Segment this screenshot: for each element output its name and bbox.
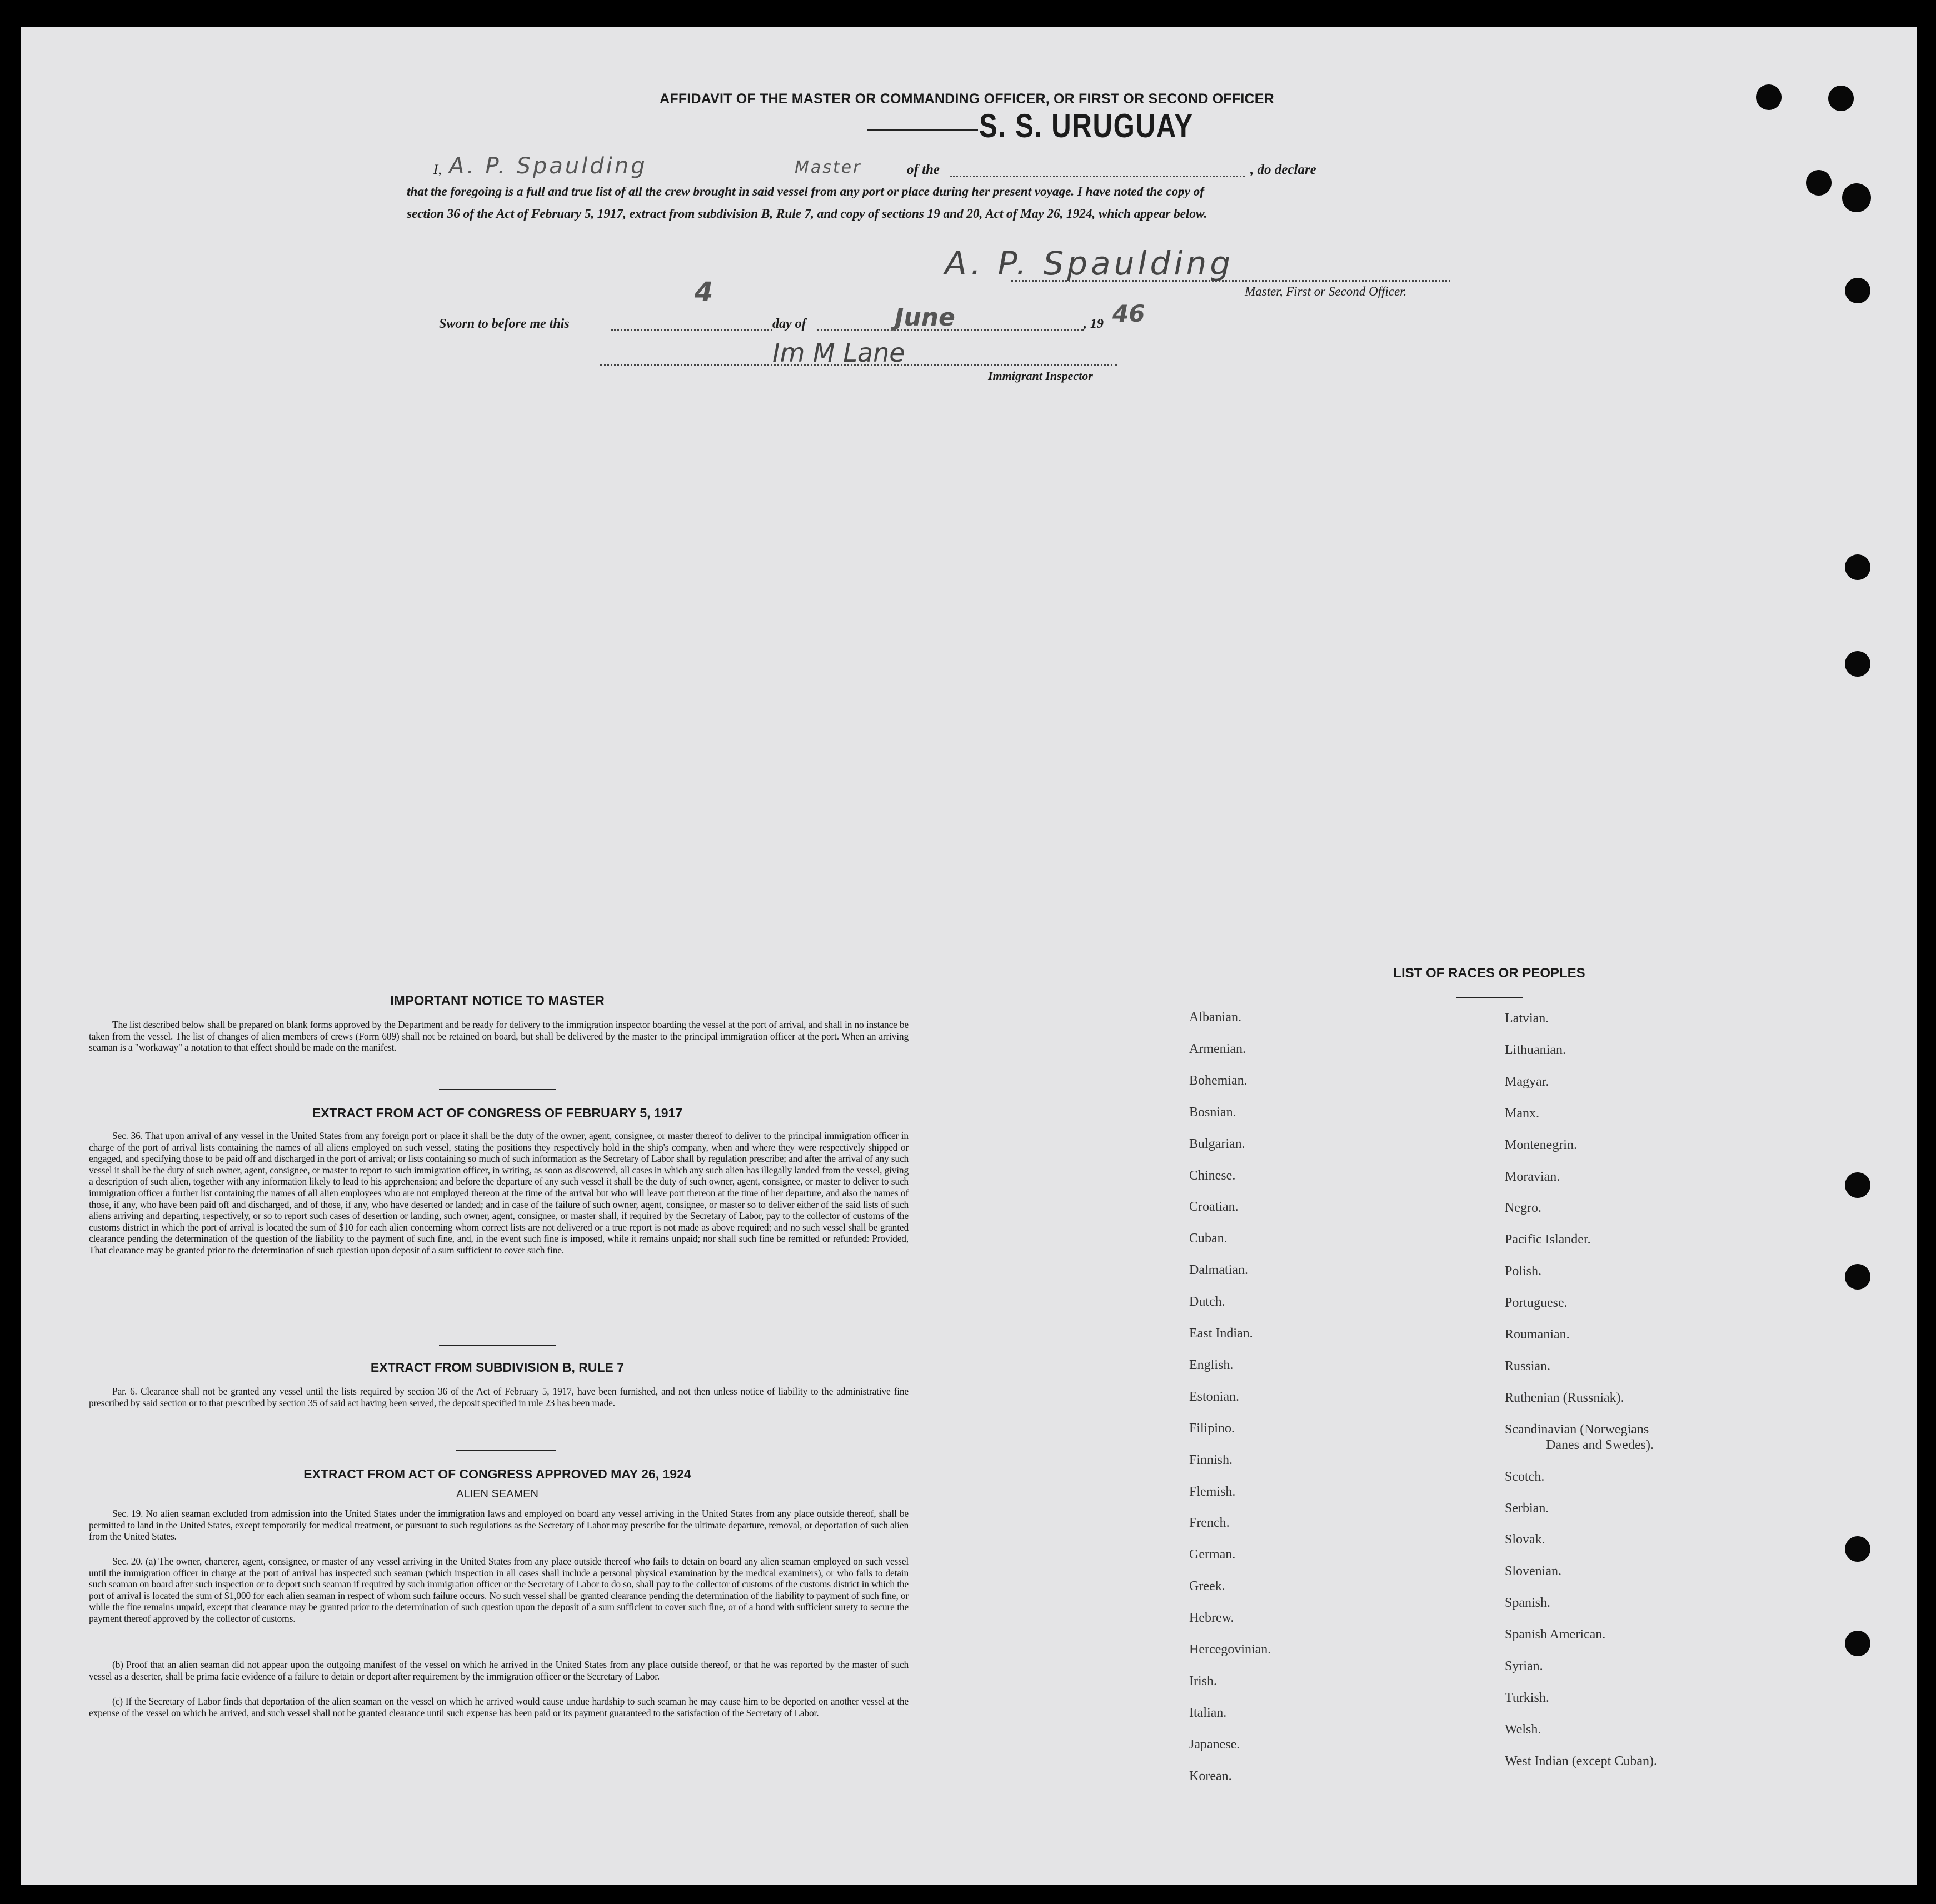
- inspector-label: Immigrant Inspector: [988, 369, 1093, 383]
- race-item: English.: [1189, 1357, 1234, 1372]
- race-item: Finnish.: [1189, 1452, 1233, 1467]
- race-item: Montenegrin.: [1505, 1137, 1577, 1152]
- inspector-line: [600, 364, 1117, 366]
- punch-hole: [1828, 86, 1854, 111]
- inspector-signature-handwritten: Im M Lane: [772, 338, 905, 368]
- race-item: French.: [1189, 1516, 1230, 1531]
- punch-hole: [1845, 651, 1870, 677]
- race-item: Scandinavian (Norwegians: [1505, 1422, 1649, 1437]
- race-item: Latvian.: [1505, 1011, 1549, 1026]
- ship-name: S. S. URUGUAY: [979, 107, 1194, 144]
- line1-mid: of the: [907, 162, 940, 177]
- declaration-line3: section 36 of the Act of February 5, 1917, extract from subdivision B, Rule 7, and copy of sections 19 and 20, Act of May 26, 1924, which appear below.: [407, 207, 1207, 221]
- race-item: Slovenian.: [1505, 1564, 1561, 1579]
- race-item: Welsh.: [1505, 1722, 1541, 1737]
- declaration-line1: [433, 153, 1450, 183]
- punch-hole: [1845, 1536, 1870, 1562]
- race-item: Portuguese.: [1505, 1296, 1568, 1311]
- sworn-prefix: Sworn to before me this: [439, 317, 570, 331]
- race-item: Irish.: [1189, 1673, 1217, 1688]
- extract-1917-body: Sec. 36. That upon arrival of any vessel in the United States from any foreign port or place it shall be the duty of the owner, agent, consignee, or master thereof to deliver to the principal immigration officer in charge of the port of arrival lists containing the names of all aliens employed on such vessel, stating the positions they respectively hold in the ship's company, when and where they were respectively shipped or engaged, and specifying those to be paid off and discharged in the port of arrival; or lists containing so much of such information as the Secretary of Labor shall by regulation prescribe; and after the arrival of any such vessel it shall be the duty of such owner, agent, consignee, or master to report to such immigration officer, in writing, as soon as discovered, all cases in which any such alien has illegally landed from the vessel, giving a description of such alien, together with any information likely to lead to his apprehension; and before the departure of any such vessel it shall be the duty of such owner, agent, consignee, or master to deliver to such immigration officer a further list containing the names of all alien employees who are not employed thereon at the time of the arrival but who will leave port thereon at the time of her departure, and also the names of those, if any, who have been paid off and discharged, and of those, if any, who have deserted or landed; and in case of the failure of such owner, agent, consignee, or master so to deliver either of the said lists of such aliens arriving and departing, respectively, or so to report such cases of desertion or landing, such owner, agent, consignee, or master shall, if required by the Secretary of Labor, pay to the collector of customs of the customs district in which the port of arrival is located the sum of $10 for each alien concerning whom correct lists are not delivered or a true report is not made as above required; and no such vessel shall be granted clearance pending the determination of the question of the liability to the payment of such fine, and, in the event such fine is imposed, while it remains unpaid; nor shall such fine be remitted or refunded: Provided, That clearance may be granted prior to the determination of such question upon deposit of a sum sufficient to cover such fine.: [89, 1130, 909, 1256]
- race-item: Flemish.: [1189, 1484, 1236, 1499]
- affidavit-title: AFFIDAVIT OF THE MASTER OR COMMANDING OFFICER, OR FIRST OR SECOND OFFICER: [660, 91, 1274, 107]
- race-item: Spanish.: [1505, 1596, 1551, 1611]
- race-item: Manx.: [1505, 1106, 1539, 1121]
- race-item: Hercegovinian.: [1189, 1642, 1271, 1657]
- race-item: Albanian.: [1189, 1010, 1241, 1025]
- punch-hole: [1845, 1631, 1870, 1656]
- sworn-day-handwritten: 4: [695, 277, 713, 308]
- race-item: Hebrew.: [1189, 1611, 1234, 1626]
- master-name-handwritten: A. P. Spaulding: [449, 153, 647, 179]
- sec20b-body: (b) Proof that an alien seaman did not appear upon the outgoing manifest of the vessel on which he arrived in the United States from any place outside thereof, or that he was reported by the master of such vessel as a deserter, shall be prima facie evidence of a failure to detain or deport after requirement by the immigration officer or the Secretary of Labor.: [89, 1659, 909, 1682]
- section-divider: [439, 1345, 556, 1346]
- race-item: Greek.: [1189, 1579, 1225, 1594]
- sworn-line: [439, 277, 1217, 338]
- race-item: Russian.: [1505, 1358, 1551, 1373]
- punch-hole: [1842, 183, 1871, 212]
- line1-end: , do declare: [1250, 162, 1316, 177]
- sworn-year-handwritten: 46: [1112, 300, 1145, 327]
- sec19-body: Sec. 19. No alien seaman excluded from admission into the United States under the immigration laws and employed on board any vessel arriving in the United States from any place outside thereof, shall be permitted to land in the United States, except temporarily for medical treatment, or pursuant to such regulations as the Secretary of Labor may prescribe for the ultimate departure, removal, or deportation of such alien from the United States.: [89, 1508, 909, 1542]
- race-item: Estonian.: [1189, 1389, 1239, 1404]
- race-item: Italian.: [1189, 1705, 1227, 1720]
- punch-hole: [1756, 84, 1782, 110]
- race-item: East Indian.: [1189, 1326, 1253, 1341]
- race-item: Ruthenian (Russniak).: [1505, 1390, 1624, 1405]
- race-item: Lithuanian.: [1505, 1042, 1566, 1057]
- race-item: Cuban.: [1189, 1231, 1228, 1246]
- race-item: Moravian.: [1505, 1169, 1560, 1184]
- race-item: Slovak.: [1505, 1532, 1545, 1547]
- race-item: Spanish American.: [1505, 1627, 1606, 1642]
- races-title: LIST OF RACES OR PEOPLES: [1393, 966, 1585, 981]
- sworn-mid: day of: [772, 317, 806, 331]
- race-item: Chinese.: [1189, 1168, 1236, 1183]
- race-item-continuation: Danes and Swedes).: [1546, 1438, 1654, 1452]
- race-item: Korean.: [1189, 1768, 1232, 1783]
- sworn-month-handwritten: June: [895, 303, 955, 332]
- race-item: Dutch.: [1189, 1295, 1225, 1310]
- sec20c-body: (c) If the Secretary of Labor finds that deportation of the alien seaman on the vessel on which he arrived would cause undue hardship to such seaman he may cause him to be deported on another vessel at the expense of the vessel on which he arrived, and such vessel shall not be granted clearance until such expense has been paid or its payment guaranteed to the satisfaction of the Secretary of Labor.: [89, 1696, 909, 1718]
- race-item: Japanese.: [1189, 1737, 1240, 1752]
- signature-label: Master, First or Second Officer.: [1245, 284, 1407, 298]
- sworn-year-prefix: , 19: [1084, 317, 1104, 331]
- extract-1924-subtitle: ALIEN SEAMEN: [456, 1488, 538, 1500]
- signature-line: [1011, 280, 1450, 282]
- day-blank: [611, 329, 772, 331]
- notice-body: The list described below shall be prepared on blank forms approved by the Department and be ready for delivery to the immigration inspector boarding the vessel at the port of arrival, and shall in no instance be taken from the vessel. The list of changes of alien members of crews (Form 689) shall not be retained on board, but shall be delivered by the master to the principal immigration officer at the port. When an arriving seaman is a "workaway" a notation to that effect should be made on the manifest.: [89, 1019, 909, 1053]
- race-item: Syrian.: [1505, 1659, 1543, 1673]
- race-item: Negro.: [1505, 1201, 1541, 1216]
- race-item: Magyar.: [1505, 1074, 1549, 1089]
- race-item: Filipino.: [1189, 1421, 1235, 1436]
- notice-title: IMPORTANT NOTICE TO MASTER: [390, 993, 605, 1008]
- race-item: West Indian (except Cuban).: [1505, 1753, 1657, 1768]
- races-title-rule: [1456, 997, 1523, 998]
- race-item: Serbian.: [1505, 1501, 1549, 1516]
- extract-1917-title: EXTRACT FROM ACT OF CONGRESS OF FEBRUARY 5, 1917: [312, 1106, 683, 1120]
- punch-hole: [1806, 170, 1832, 196]
- section-divider: [439, 1089, 556, 1090]
- punch-hole: [1845, 1264, 1870, 1290]
- master-signature-handwritten: A. P. Spaulding: [945, 244, 1234, 282]
- punch-hole: [1845, 554, 1870, 580]
- ship-name-rule: [867, 129, 978, 131]
- sec20a-body: Sec. 20. (a) The owner, charterer, agent, consignee, or master of any vessel arriving in the United States from any place outside thereof who fails to detain on board any alien seaman employed on such vessel until the immigration officer in charge at the port of arrival has inspected such seaman (which inspection in all cases shall include a personal physical examination by the medical examiners), or who fails to detain such seaman on board after such inspection or to deport such seaman if required by such immigration officer or the Secretary of Labor to do so, shall pay to the collector of customs of the customs district in which the port of arrival is located the sum of $1,000 for each alien seaman in respect of whom such failure occurs. No such vessel shall be granted clearance pending the determination of the liability to payment of such fine, or while the fine remains unpaid, except that clearance may be granted prior to the determination of such question upon the deposit of a sum sufficient to cover such fine, or of a bond with sufficient surety to secure the payment thereof approved by the collector of customs.: [89, 1556, 909, 1624]
- vessel-blank: [950, 176, 1245, 177]
- race-item: Bohemian.: [1189, 1073, 1248, 1088]
- race-item: Dalmatian.: [1189, 1263, 1248, 1278]
- extract-1924-title: EXTRACT FROM ACT OF CONGRESS APPROVED MAY 26, 1924: [303, 1467, 691, 1481]
- race-item: Turkish.: [1505, 1690, 1549, 1705]
- line1-prefix: I,: [433, 162, 442, 177]
- race-item: Roumanian.: [1505, 1327, 1570, 1342]
- race-item: Scotch.: [1505, 1469, 1545, 1484]
- race-item: German.: [1189, 1547, 1236, 1562]
- race-item: Bulgarian.: [1189, 1136, 1245, 1151]
- punch-hole: [1845, 278, 1870, 303]
- section-divider: [456, 1450, 556, 1451]
- declaration-line2: that the foregoing is a full and true list of all the crew brought in said vessel from any port or place during her present voyage. I have noted the copy of: [407, 184, 1204, 199]
- race-item: Croatian.: [1189, 1200, 1239, 1215]
- rule7-body: Par. 6. Clearance shall not be granted any vessel until the lists required by section 36 of the Act of February 5, 1917, have been furnished, and not then unless notice of liability to the administrative fine prescribed by said section or to that prescribed by section 35 of said act having been served, the deposit specified in rule 23 has been made.: [89, 1386, 909, 1408]
- race-item: Bosnian.: [1189, 1105, 1236, 1120]
- master-title-handwritten: Master: [795, 158, 862, 177]
- race-item: Armenian.: [1189, 1041, 1246, 1056]
- race-item: Pacific Islander.: [1505, 1232, 1591, 1247]
- race-item: Polish.: [1505, 1264, 1542, 1279]
- rule7-title: EXTRACT FROM SUBDIVISION B, RULE 7: [370, 1360, 625, 1375]
- punch-hole: [1845, 1172, 1870, 1198]
